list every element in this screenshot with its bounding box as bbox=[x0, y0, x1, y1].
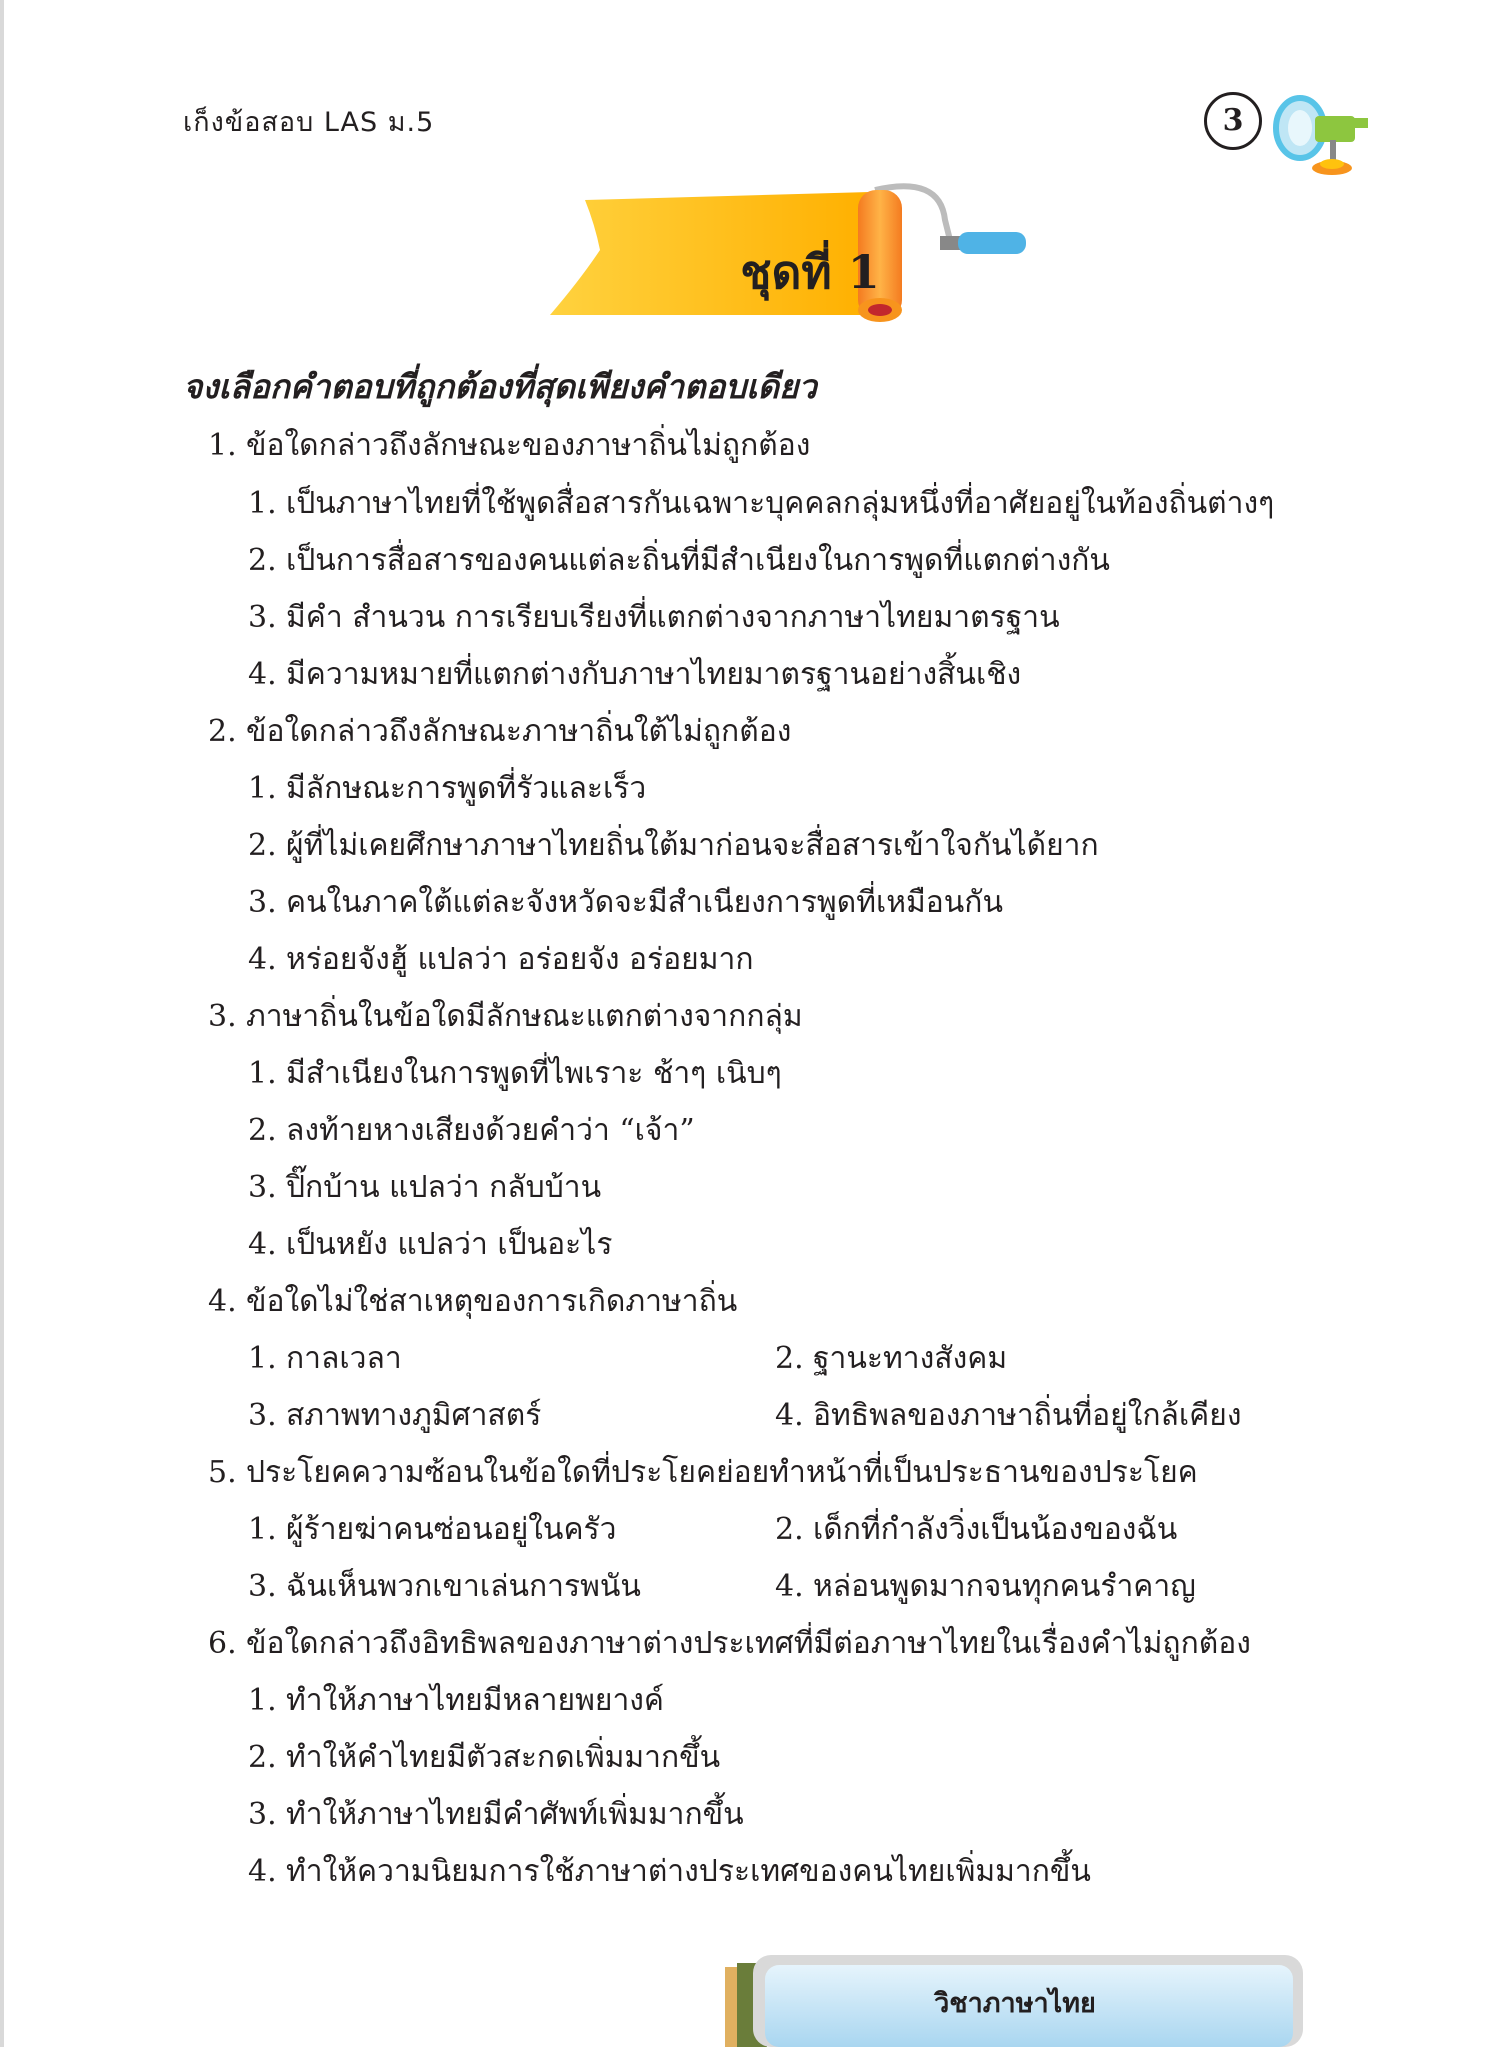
choice-text: ทำให้คำไทยมีตัวสะกดเพิ่มมากขึ้น bbox=[286, 1740, 721, 1775]
choice-number: 3. bbox=[248, 885, 277, 920]
question-text: ข้อใดกล่าวถึงลักษณะภาษาถิ่นใต้ไม่ถูกต้อง bbox=[246, 714, 792, 749]
choice[interactable] bbox=[775, 1506, 1177, 1553]
choice[interactable] bbox=[775, 1392, 1241, 1439]
choice[interactable] bbox=[248, 1392, 541, 1439]
choice-text: กาลเวลา bbox=[286, 1341, 402, 1376]
choice-text: ปิ๊กบ้าน แปลว่า กลับบ้าน bbox=[286, 1170, 602, 1205]
choice[interactable] bbox=[248, 480, 1274, 527]
choice-number: 3. bbox=[248, 1797, 277, 1832]
question-text: ประโยคความซ้อนในข้อใดที่ประโยคย่อยทำหน้าที่เป็นประธานของประโยค bbox=[246, 1455, 1198, 1490]
question-number: 2. bbox=[208, 714, 237, 749]
question-number: 3. bbox=[208, 999, 237, 1034]
choice-number: 3. bbox=[248, 1170, 277, 1205]
question-number: 1. bbox=[208, 428, 237, 463]
choice-number: 4. bbox=[248, 657, 277, 692]
choice-number: 1. bbox=[248, 1056, 277, 1091]
choice[interactable] bbox=[248, 1563, 641, 1610]
choice-number: 1. bbox=[248, 486, 277, 521]
choice-number: 1. bbox=[248, 771, 277, 806]
question-number: 4. bbox=[208, 1284, 237, 1319]
choice-number: 2. bbox=[775, 1341, 804, 1376]
question-text: ภาษาถิ่นในข้อใดมีลักษณะแตกต่างจากกลุ่ม bbox=[246, 999, 803, 1034]
choice-text: มีคำ สำนวน การเรียบเรียงที่แตกต่างจากภาษาไทยมาตรฐาน bbox=[286, 600, 1060, 635]
choice-text: หล่อนพูดมากจนทุกคนรำคาญ bbox=[813, 1569, 1196, 1604]
choice[interactable] bbox=[248, 822, 1099, 869]
choice-number: 1. bbox=[248, 1683, 277, 1718]
choice[interactable] bbox=[248, 879, 1003, 926]
question-stem bbox=[208, 1620, 1251, 1667]
choice[interactable] bbox=[248, 1734, 720, 1781]
choice-number: 4. bbox=[248, 1854, 277, 1889]
running-title: เก็งข้อสอบ LAS ม.5 bbox=[183, 107, 435, 138]
choice-number: 4. bbox=[775, 1569, 804, 1604]
question-number: 5. bbox=[208, 1455, 237, 1490]
question-text: ข้อใดกล่าวถึงลักษณะของภาษาถิ่นไม่ถูกต้อง bbox=[246, 428, 811, 463]
choice[interactable] bbox=[248, 1050, 782, 1097]
choice-text: ลงท้ายหางเสียงด้วยคำว่า “เจ้า” bbox=[286, 1113, 695, 1148]
choice-text: เป็นการสื่อสารของคนแต่ละถิ่นที่มีสำเนียงในการพูดที่แตกต่างกัน bbox=[286, 543, 1110, 578]
choice-text: ผู้ร้ายฆ่าคนซ่อนอยู่ในครัว bbox=[286, 1512, 617, 1547]
choice-text: อิทธิพลของภาษาถิ่นที่อยู่ใกล้เคียง bbox=[813, 1398, 1242, 1433]
question-stem bbox=[208, 1449, 1198, 1496]
choice[interactable] bbox=[248, 1848, 1091, 1895]
subject-footer-tab bbox=[725, 1955, 1305, 2047]
page-number: 3 bbox=[1204, 92, 1262, 150]
question-stem bbox=[208, 1278, 737, 1325]
choice-number: 3. bbox=[248, 1569, 277, 1604]
choice-text: เป็นภาษาไทยที่ใช้พูดสื่อสารกันเฉพาะบุคคลกลุ่มหนึ่งที่อาศัยอยู่ในท้องถิ่นต่างๆ bbox=[286, 486, 1275, 521]
choice-number: 3. bbox=[248, 600, 277, 635]
choice-number: 4. bbox=[248, 1227, 277, 1262]
choice[interactable] bbox=[248, 1164, 601, 1211]
set-title: ชุดที่ 1 bbox=[740, 245, 880, 299]
choice-text: ฐานะทางสังคม bbox=[813, 1341, 1008, 1376]
choice-number: 2. bbox=[248, 543, 277, 578]
choice[interactable] bbox=[248, 1791, 744, 1838]
choice-text: สภาพทางภูมิศาสตร์ bbox=[286, 1398, 542, 1433]
choice-text: ทำให้ภาษาไทยมีหลายพยางค์ bbox=[286, 1683, 665, 1718]
choice-text: ทำให้ภาษาไทยมีคำศัพท์เพิ่มมากขึ้น bbox=[286, 1797, 744, 1832]
choice[interactable] bbox=[248, 765, 646, 812]
choice[interactable] bbox=[775, 1335, 1007, 1382]
choice-number: 2. bbox=[248, 1113, 277, 1148]
choice-text: เป็นหยัง แปลว่า เป็นอะไร bbox=[286, 1227, 613, 1262]
choice[interactable] bbox=[248, 1107, 695, 1154]
choice-text: ผู้ที่ไม่เคยศึกษาภาษาไทยถิ่นใต้มาก่อนจะสื่อสารเข้าใจกันได้ยาก bbox=[286, 828, 1099, 863]
choice[interactable] bbox=[248, 1335, 402, 1382]
choice[interactable] bbox=[248, 651, 1021, 698]
choice-number: 4. bbox=[248, 942, 277, 977]
choice-text: คนในภาคใต้แต่ละจังหวัดจะมีสำเนียงการพูดที่เหมือนกัน bbox=[286, 885, 1003, 920]
choice[interactable] bbox=[248, 594, 1060, 641]
choice-text: มีลักษณะการพูดที่รัวและเร็ว bbox=[286, 771, 647, 806]
choice[interactable] bbox=[248, 1506, 616, 1553]
instruction-text: จงเลือกคำตอบที่ถูกต้องที่สุดเพียงคำตอบเดียว bbox=[183, 367, 817, 406]
choice[interactable] bbox=[775, 1563, 1196, 1610]
question-number: 6. bbox=[208, 1626, 237, 1661]
page-number-badge bbox=[1200, 88, 1375, 183]
subject-label: วิชาภาษาไทย bbox=[934, 1988, 1096, 2019]
choice-text: ฉันเห็นพวกเขาเล่นการพนัน bbox=[286, 1569, 641, 1604]
choice-text: มีความหมายที่แตกต่างกับภาษาไทยมาตรฐานอย่างสิ้นเชิง bbox=[286, 657, 1022, 692]
choice[interactable] bbox=[248, 1221, 612, 1268]
choice-number: 2. bbox=[248, 828, 277, 863]
question-stem bbox=[208, 708, 791, 755]
question-text: ข้อใดกล่าวถึงอิทธิพลของภาษาต่างประเทศที่มีต่อภาษาไทยในเรื่องคำไม่ถูกต้อง bbox=[246, 1626, 1251, 1661]
question-text: ข้อใดไม่ใช่สาเหตุของการเกิดภาษาถิ่น bbox=[246, 1284, 738, 1319]
question-stem bbox=[208, 422, 810, 469]
choice[interactable] bbox=[248, 1677, 664, 1724]
choice-text: มีสำเนียงในการพูดที่ไพเราะ ช้าๆ เนิบๆ bbox=[286, 1056, 782, 1091]
choice-number: 2. bbox=[248, 1740, 277, 1775]
choice-number: 3. bbox=[248, 1398, 277, 1433]
choice-text: เด็กที่กำลังวิ่งเป็นน้องของฉัน bbox=[813, 1512, 1178, 1547]
choice-number: 1. bbox=[248, 1512, 277, 1547]
choice-number: 2. bbox=[775, 1512, 804, 1547]
question-stem bbox=[208, 993, 803, 1040]
set-title-banner bbox=[540, 180, 1040, 330]
choice[interactable] bbox=[248, 537, 1110, 584]
choice-text: หร่อยจังฮู้ แปลว่า อร่อยจัง อร่อยมาก bbox=[286, 942, 754, 977]
choice[interactable] bbox=[248, 936, 754, 983]
choice-text: ทำให้ความนิยมการใช้ภาษาต่างประเทศของคนไทยเพิ่มมากขึ้น bbox=[286, 1854, 1091, 1889]
spotlight-icon bbox=[1260, 88, 1375, 180]
choice-number: 4. bbox=[775, 1398, 804, 1433]
page-edge bbox=[0, 0, 4, 2047]
choice-number: 1. bbox=[248, 1341, 277, 1376]
